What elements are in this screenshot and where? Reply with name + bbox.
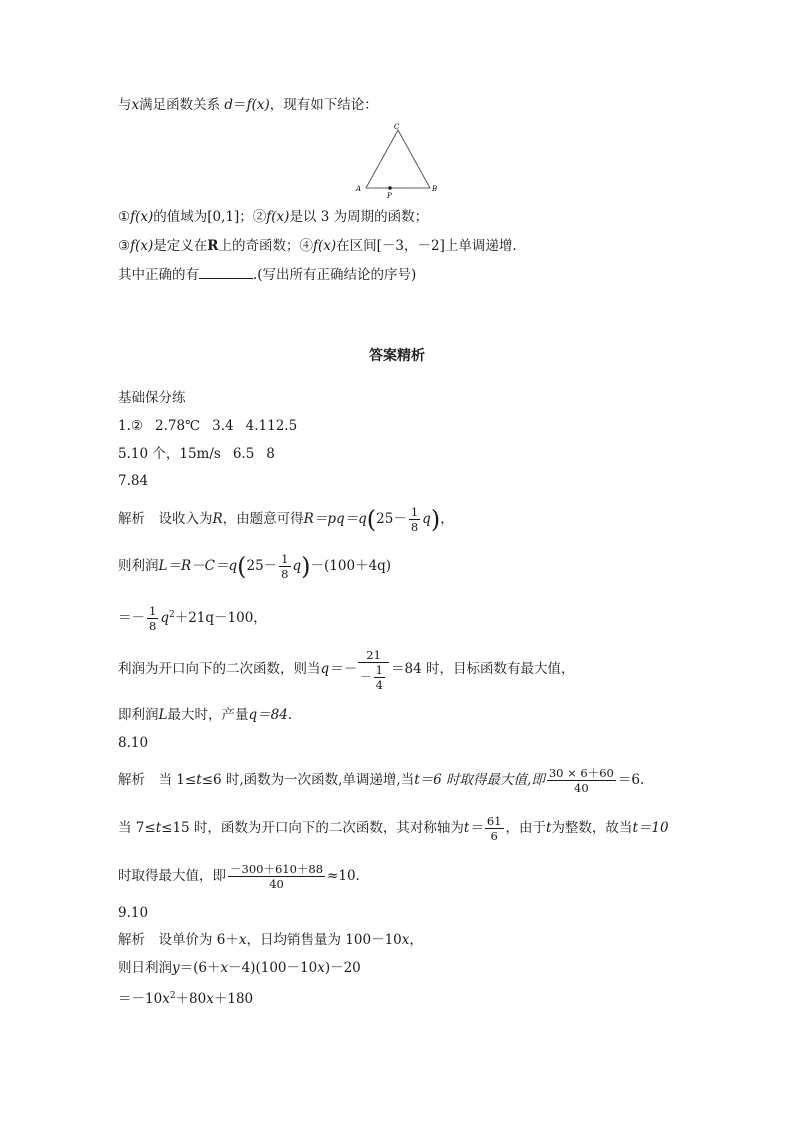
triangle-figure <box>352 122 442 198</box>
label-b: B <box>432 185 438 193</box>
sol9-line-3: $=-10x^2+80x+180$ <box>118 991 254 1007</box>
sol7-line-1: 解析 设收入为R，由题意可得R＝pq＝q(25－ $\frac{1}{8}$ q)， <box>118 505 454 534</box>
conclusion-line-2: ③f(x)是定义在R上的奇函数；④f(x)在区间[－3，－2]上单调递增. <box>118 238 517 254</box>
answers-1-4: 1.② 2.78℃ 3.4 4.112.5 <box>118 418 298 434</box>
conclusion-line-1: ①f(x)的值域为[0,1]；②f(x)是以 3 为周期的函数； <box>118 209 429 225</box>
intro-line: 与x满足函数关系 d＝f(x)，现有如下结论： <box>118 97 378 113</box>
answer-9: 9.10 <box>118 905 149 921</box>
answer-8: 8.10 <box>118 735 149 751</box>
answers-5-6: 5.10 个，15m/s 6.5 8 <box>118 446 275 462</box>
answer-7: 7.84 <box>118 473 149 489</box>
sol7-line-2: 则利润L＝R－C＝q(25－ $\frac{1}{8}$ q)－(100＋4q) <box>118 552 392 581</box>
sol8-line-3: 时取得最大值，即 $\frac{-300+610+88}{40}$ ≈10. <box>118 862 360 891</box>
sol7-line-4: 利润为开口向下的二次函数，则当q＝－ 21 － $\frac{1}{4}$ ＝84 时，目标函数有最大值， <box>118 647 575 692</box>
answer-heading: 答案精析 <box>369 348 425 364</box>
question-line: 其中正确的有 .(写出所有正确结论的序号) <box>118 267 417 283</box>
answer-blank <box>199 266 253 279</box>
label-p: P <box>387 192 392 198</box>
sol8-line-1: 解析 当 1≤t≤6 时,函数为一次函数,单调递增,当t＝6 时取得最大值,即 $\frac{30 \times 6+60}{40}$ ＝6. <box>118 766 645 795</box>
sol7-line-5: 即利润L最大时，产量q＝84. <box>118 707 293 723</box>
sol9-line-2: 则日利润y＝(6＋x－4)(100－10x)－20 <box>118 960 361 976</box>
label-a: A <box>356 185 362 193</box>
sol7-line-3: ＝－ $\frac{1}{8}$ $q^2+21q-100$， <box>118 604 267 633</box>
section-title: 基础保分练 <box>118 390 186 406</box>
label-c: C <box>394 123 400 131</box>
sol9-line-1: 解析 设单价为 6＋x，日均销售量为 100－10x， <box>118 932 423 948</box>
sol8-line-2: 当 7≤t≤15 时，函数为开口向下的二次函数，其对称轴为t＝ $\frac{61}{6}$ ，由于t为整数，故当t＝10 <box>118 814 669 843</box>
